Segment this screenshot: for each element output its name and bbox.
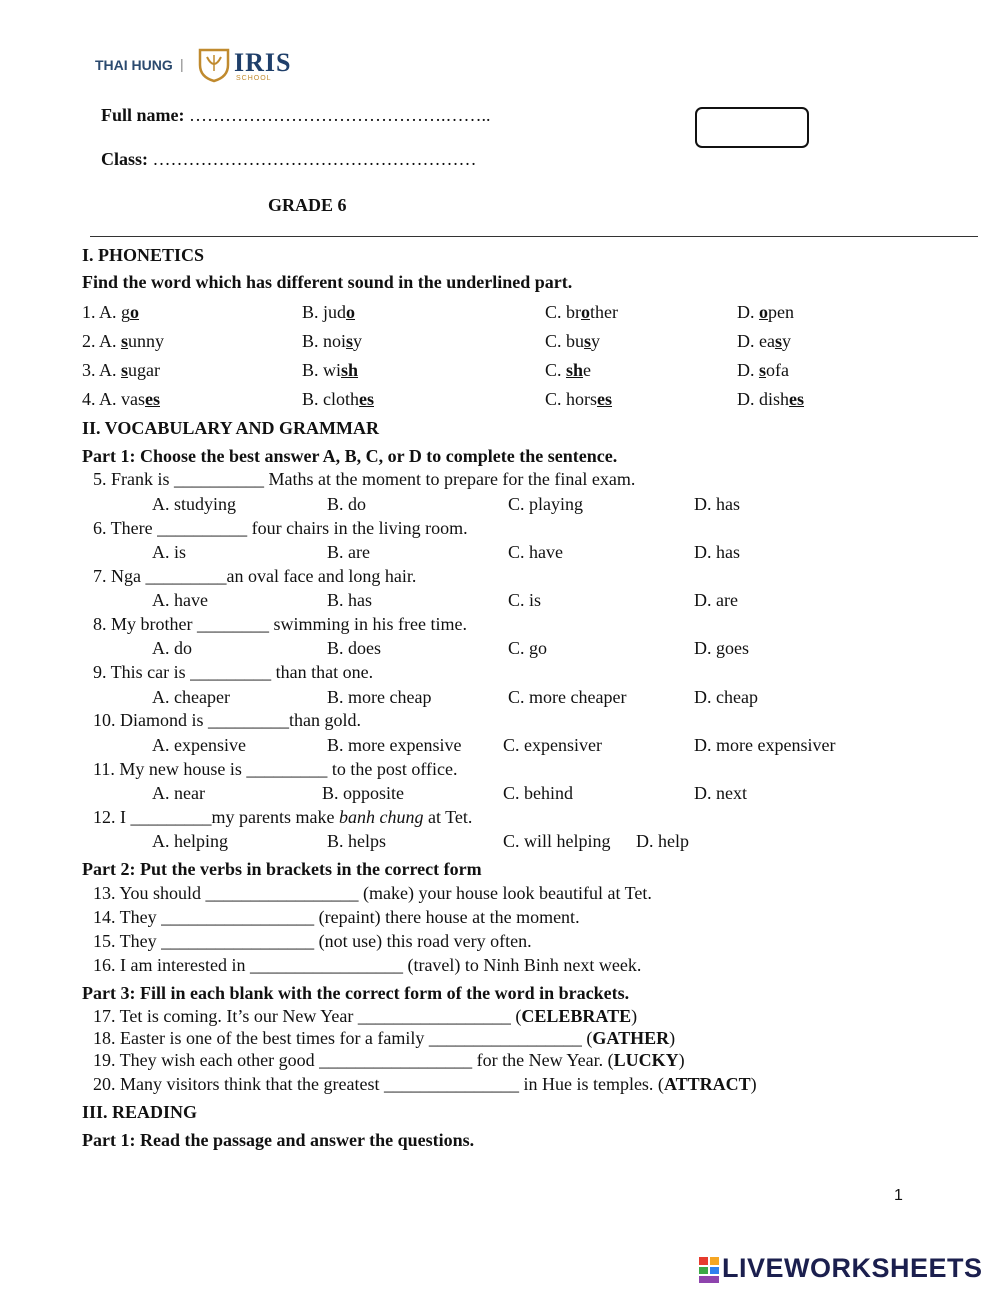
q12-pre: 12. I _________my parents make xyxy=(93,807,339,827)
underlined-part: es xyxy=(597,389,613,409)
q10-option-c[interactable]: C. expensiver xyxy=(503,735,602,755)
underlined-part: s xyxy=(774,331,782,351)
q5-option-b[interactable]: B. do xyxy=(327,494,367,514)
phonetics-q3-option-a[interactable] xyxy=(82,360,160,381)
brand-separator: | xyxy=(180,56,184,72)
q19-word: LUCKY xyxy=(613,1050,679,1070)
liveworksheets-watermark: LIVEWORKSHEETS xyxy=(722,1253,983,1283)
iris-logo-text: IRIS xyxy=(234,48,292,77)
q10-option-b[interactable]: B. more expensive xyxy=(327,735,462,755)
phonetics-q3-option-c[interactable] xyxy=(545,360,591,381)
phonetics-q3-option-b[interactable] xyxy=(302,360,358,381)
question-8: 8. My brother ________ swimming in his free time. xyxy=(93,614,467,634)
divider xyxy=(90,236,978,237)
underlined-part: s xyxy=(759,360,767,380)
q10-option-d[interactable]: D. more expensiver xyxy=(694,735,836,755)
phonetics-q4-option-b[interactable] xyxy=(302,389,374,410)
underlined-part: s xyxy=(584,331,592,351)
phonetics-q1-option-a[interactable] xyxy=(82,302,139,323)
phonetics-heading: I. PHONETICS xyxy=(82,245,205,265)
option-text-rest: e xyxy=(583,360,592,380)
q19-text: 19. They wish each other good _________________ for the New Year. ( xyxy=(93,1050,614,1070)
q5-option-a[interactable]: A. studying xyxy=(152,494,237,514)
q8-option-a[interactable]: A. do xyxy=(152,638,192,658)
q9-option-b[interactable]: B. more cheap xyxy=(327,687,432,707)
q9-option-d[interactable]: D. cheap xyxy=(694,687,758,707)
q12-post: at Tet. xyxy=(423,807,473,827)
option-text: C. br xyxy=(545,302,581,322)
part3-instruction: Part 3: Fill in each blank with the correct form of the word in brackets. xyxy=(82,983,630,1003)
option-text: 2. A. xyxy=(82,331,122,351)
q17-text: 17. Tet is coming. It’s our New Year _________________ ( xyxy=(93,1006,522,1026)
q11-option-b[interactable]: B. opposite xyxy=(322,783,405,803)
q20-close: ) xyxy=(750,1074,757,1094)
phonetics-q1-option-c[interactable] xyxy=(545,302,618,323)
option-text: 3. A. xyxy=(82,360,122,380)
question-14[interactable]: 14. They _________________ (repaint) there house at the moment. xyxy=(93,907,580,927)
phonetics-q4-option-c[interactable] xyxy=(545,389,612,410)
underlined-part: o xyxy=(130,302,140,322)
q17-close: ) xyxy=(631,1006,638,1026)
q9-option-c[interactable]: C. more cheaper xyxy=(508,687,627,707)
part1-instruction: Part 1: Choose the best answer A, B, C, or D to complete the sentence. xyxy=(82,446,618,466)
q6-option-d[interactable]: D. has xyxy=(694,542,740,562)
q6-option-a[interactable]: A. is xyxy=(152,542,187,562)
q18-text: 18. Easter is one of the best times for a family _________________ ( xyxy=(93,1028,593,1048)
underlined-part: sh xyxy=(566,360,584,380)
option-text-rest: ther xyxy=(590,302,618,322)
q12-option-b[interactable]: B. helps xyxy=(327,831,387,851)
fullname-row xyxy=(101,105,491,126)
q12-italic: banh chung xyxy=(338,807,424,827)
q11-option-a[interactable]: A. near xyxy=(152,783,205,803)
fullname-label: Full name: xyxy=(101,105,185,125)
question-10: 10. Diamond is _________than gold. xyxy=(93,710,361,730)
question-6: 6. There __________ four chairs in the living room. xyxy=(93,518,468,538)
option-text: B. wi xyxy=(302,360,342,380)
phonetics-q4-option-a[interactable] xyxy=(82,389,160,410)
grade-title: GRADE 6 xyxy=(268,195,347,215)
question-13[interactable]: 13. You should _________________ (make) your house look beautiful at Tet. xyxy=(93,883,652,903)
underlined-part: es xyxy=(359,389,374,409)
question-5: 5. Frank is __________ Maths at the moment to prepare for the final exam. xyxy=(93,469,636,489)
q20-text: 20. Many visitors think that the greatest _______________ in Hue is temples. ( xyxy=(93,1074,664,1094)
q17-word: CELEBRATE xyxy=(521,1006,632,1026)
option-text-rest: ugar xyxy=(128,360,161,380)
q11-option-d[interactable]: D. next xyxy=(694,783,747,803)
question-18[interactable] xyxy=(93,1028,675,1049)
q12-option-d[interactable]: D. help xyxy=(636,831,689,851)
q18-word: GATHER xyxy=(592,1028,670,1048)
phonetics-q2-option-d[interactable] xyxy=(737,331,791,352)
liveworksheets-logo-icon xyxy=(698,1256,720,1284)
q20-word: ATTRACT xyxy=(663,1074,751,1094)
q12-option-a[interactable]: A. helping xyxy=(152,831,228,851)
q8-option-c[interactable]: C. go xyxy=(508,638,548,658)
q8-option-d[interactable]: D. goes xyxy=(694,638,749,658)
question-20[interactable] xyxy=(93,1074,757,1095)
q7-option-b[interactable]: B. has xyxy=(327,590,372,610)
underlined-part: sh xyxy=(341,360,359,380)
q9-option-a[interactable]: A. cheaper xyxy=(152,687,230,707)
option-text-rest: unny xyxy=(128,331,165,351)
question-16[interactable]: 16. I am interested in _________________ (travel) to Ninh Binh next week. xyxy=(93,955,642,975)
question-15[interactable]: 15. They _________________ (not use) this road very often. xyxy=(93,931,532,951)
q7-option-d[interactable]: D. are xyxy=(694,590,738,610)
underlined-part: o xyxy=(346,302,356,322)
underlined-part: s xyxy=(121,360,129,380)
phonetics-q1-option-d[interactable] xyxy=(737,302,794,323)
fullname-dots: …………………………………….…….. xyxy=(189,105,491,125)
q7-option-a[interactable]: A. have xyxy=(152,590,208,610)
option-text: 1. A. g xyxy=(82,302,131,322)
underlined-part: s xyxy=(121,331,129,351)
phonetics-q4-option-d[interactable] xyxy=(737,389,804,410)
class-dots: ……………………………………………… xyxy=(152,149,477,169)
option-text: B. noi xyxy=(302,331,347,351)
iris-logo-sub: SCHOOL xyxy=(236,75,272,82)
underlined-part: o xyxy=(759,302,768,322)
option-text-rest: y xyxy=(782,331,791,351)
q6-option-c[interactable]: C. have xyxy=(508,542,563,562)
vocab-heading: II. VOCABULARY AND GRAMMAR xyxy=(82,418,380,438)
q5-option-c[interactable]: C. playing xyxy=(508,494,583,514)
underlined-part: es xyxy=(145,389,160,409)
q10-option-a[interactable]: A. expensive xyxy=(152,735,246,755)
q12-option-c[interactable]: C. will helping xyxy=(503,831,611,851)
option-text: C. bu xyxy=(545,331,585,351)
brand-thai-hung: THAI HUNG xyxy=(95,57,173,73)
reading-heading: III. READING xyxy=(82,1102,198,1122)
option-text-rest: ofa xyxy=(766,360,789,380)
part2-instruction: Part 2: Put the verbs in brackets in the correct form xyxy=(82,859,482,879)
phonetics-q2-option-a[interactable] xyxy=(82,331,164,352)
option-text-rest: y xyxy=(353,331,363,351)
q5-option-d[interactable]: D. has xyxy=(694,494,740,514)
question-7: 7. Nga _________an oval face and long hair. xyxy=(93,566,417,586)
option-text-rest: pen xyxy=(768,302,794,322)
question-11: 11. My new house is _________ to the post office. xyxy=(93,759,458,779)
phonetics-q1-option-b[interactable] xyxy=(302,302,355,323)
phonetics-q2-option-c[interactable] xyxy=(545,331,600,352)
option-text-rest: y xyxy=(591,331,601,351)
phonetics-q2-option-b[interactable] xyxy=(302,331,362,352)
q11-option-c[interactable]: C. behind xyxy=(503,783,573,803)
option-text: 4. A. vas xyxy=(82,389,145,409)
option-text: D. dish xyxy=(737,389,790,409)
phonetics-instruction: Find the word which has different sound in the underlined part. xyxy=(82,272,573,292)
underlined-part: es xyxy=(789,389,805,409)
option-text: D. xyxy=(737,302,759,322)
option-text: B. jud xyxy=(302,302,347,322)
option-text: C. hors xyxy=(545,389,598,409)
class-label: Class: xyxy=(101,149,149,169)
class-row xyxy=(101,149,477,170)
option-text: B. cloth xyxy=(302,389,359,409)
reading-part1: Part 1: Read the passage and answer the questions. xyxy=(82,1130,475,1150)
option-text: D. ea xyxy=(737,331,775,351)
phonetics-q3-option-d[interactable] xyxy=(737,360,789,381)
q6-option-b[interactable]: B. are xyxy=(327,542,370,562)
question-9: 9. This car is _________ than that one. xyxy=(93,662,374,682)
underlined-part: s xyxy=(346,331,354,351)
underlined-part: o xyxy=(581,302,590,322)
page-number: 1 xyxy=(894,1187,903,1204)
q18-close: ) xyxy=(669,1028,676,1048)
option-text: C. xyxy=(545,360,567,380)
q7-option-c[interactable]: C. is xyxy=(508,590,542,610)
question-17[interactable] xyxy=(93,1006,637,1027)
question-19[interactable] xyxy=(93,1050,685,1071)
iris-shield-icon xyxy=(197,47,231,83)
score-box xyxy=(695,107,809,148)
q8-option-b[interactable]: B. does xyxy=(327,638,381,658)
q19-close: ) xyxy=(678,1050,685,1070)
option-text: D. xyxy=(737,360,759,380)
question-12 xyxy=(93,807,472,828)
